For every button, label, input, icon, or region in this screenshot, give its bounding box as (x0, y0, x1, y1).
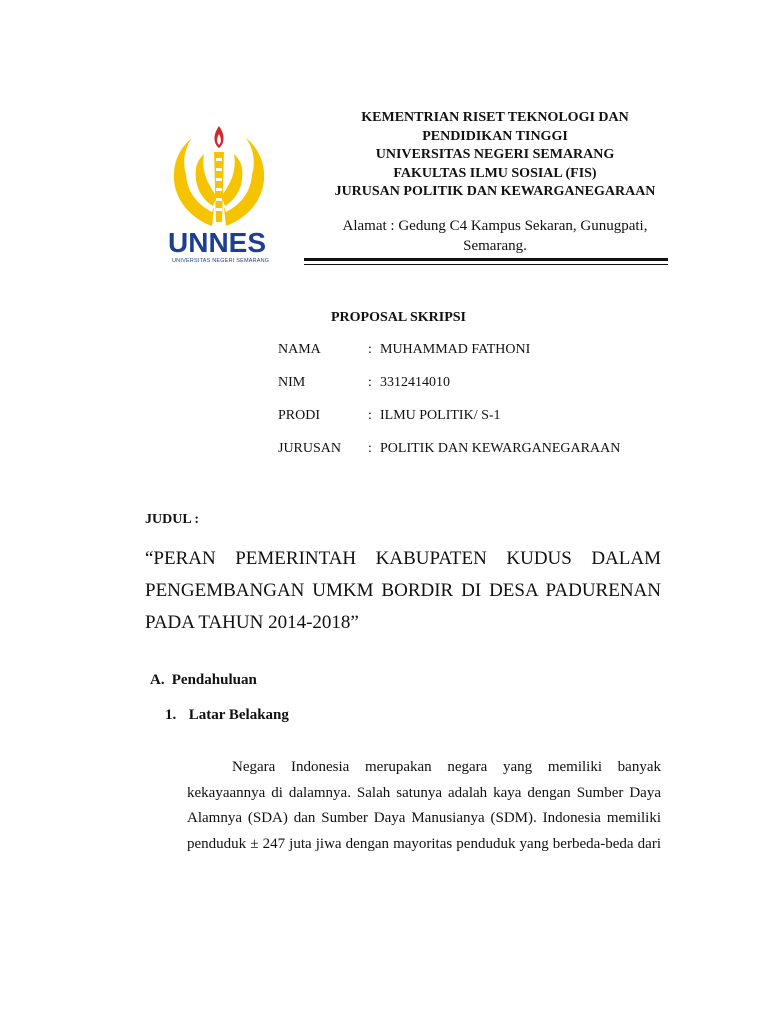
subsection-heading-1 (165, 707, 289, 724)
info-label: NAMA (278, 342, 321, 357)
info-label: JURUSAN (278, 441, 342, 456)
unnes-logo (160, 118, 278, 274)
body-line: Alamnya (SDA) dan Sumber Daya Manusianya (SDM). Indonesia memiliki (187, 810, 661, 826)
judul-label: JUDUL : (145, 512, 200, 527)
letterhead-line: FAKULTAS ILMU SOSIAL (FIS) (393, 165, 597, 181)
body-paragraph (187, 755, 661, 857)
body-line: kekayaannya di dalamnya. Salah satunya adalah kaya dengan Sumber Daya (187, 784, 661, 801)
address-line-2: Semarang. (463, 238, 527, 254)
info-label: NIM (278, 375, 306, 390)
logo-wordmark: UNNES (168, 227, 267, 258)
body-line: penduduk ± 247 juta jiwa dengan mayoritas penduduk yang berbeda-beda dari (187, 835, 661, 852)
info-value: POLITIK DAN KEWARGANEGARAAN (380, 441, 621, 456)
info-separator: : (368, 342, 372, 357)
thesis-title: “PERAN PEMERINTAH KABUPATEN KUDUS DALAM PENGEMBANGAN UMKM BORDIR DI DESA PADURENAN PADA TAHUN 2014-2018” (145, 548, 661, 633)
letterhead-line: UNIVERSITAS NEGERI SEMARANG (375, 147, 615, 163)
info-value: MUHAMMAD FATHONI (380, 342, 531, 357)
letterhead-line: PENDIDIKAN TINGGI (422, 128, 568, 144)
address (300, 216, 690, 256)
info-label: PRODI (278, 408, 321, 423)
letterhead-line: JURUSAN POLITIK DAN KEWARGANEGARAAN (334, 184, 656, 200)
section-number: A. (150, 672, 165, 688)
header-rule-thin (304, 264, 668, 265)
body-line: Negara Indonesia merupakan negara yang memiliki banyak (232, 759, 661, 775)
unnes-emblem-icon (160, 118, 278, 236)
section-heading-a (150, 672, 257, 689)
letterhead-line: KEMENTRIAN RISET TEKNOLOGI DAN (361, 110, 629, 125)
info-separator: : (368, 441, 372, 456)
section-title: Pendahuluan (171, 672, 257, 688)
header-rule-thick (304, 258, 668, 261)
info-value: 3312414010 (380, 375, 450, 390)
logo-subtitle: UNIVERSITAS NEGERI SEMARANG (172, 258, 270, 264)
info-value: ILMU POLITIK/ S-1 (380, 408, 501, 423)
letterhead (300, 109, 690, 202)
subsection-title: Latar Belakang (188, 707, 289, 723)
proposal-title: PROPOSAL SKRIPSI (331, 310, 466, 325)
address-line-1: Alamat : Gedung C4 Kampus Sekaran, Gunugpati, (342, 218, 648, 234)
info-separator: : (368, 375, 372, 390)
subsection-number: 1. (165, 707, 177, 723)
info-separator: : (368, 408, 372, 423)
